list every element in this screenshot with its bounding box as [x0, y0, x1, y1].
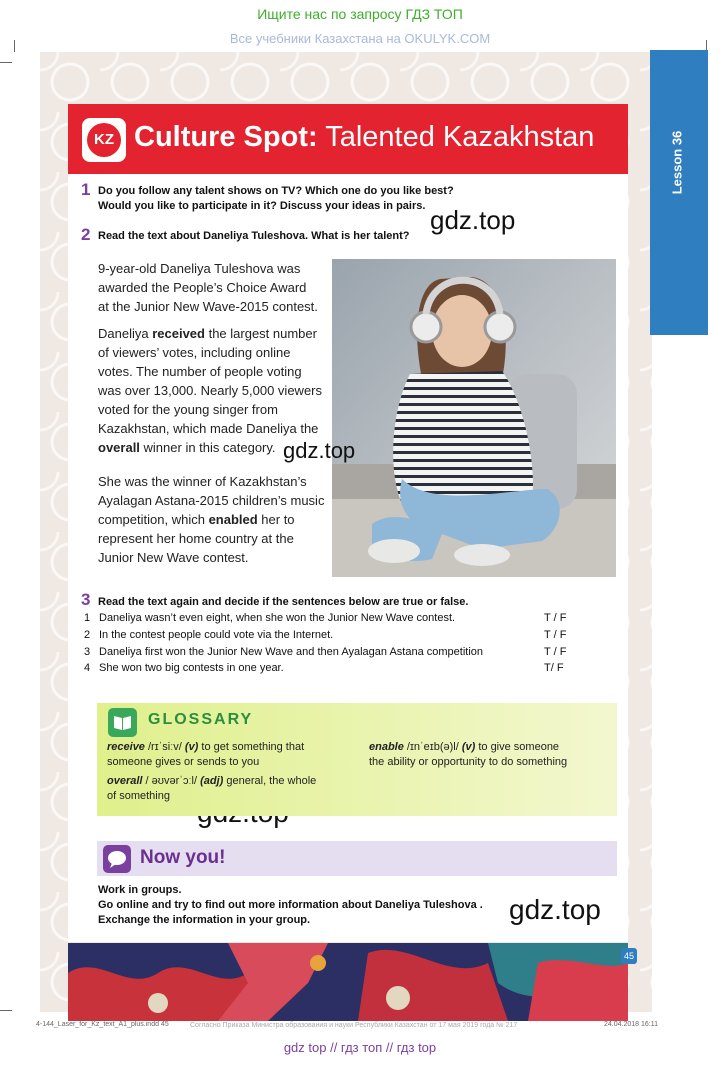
crop-mark: [14, 40, 15, 52]
sentence-4: 4 She won two big contests in one year.: [84, 662, 284, 674]
task-1-line-1: Do you follow any talent shows on TV? Which one do you like best?: [98, 185, 454, 197]
watermark: gdz.top: [430, 205, 516, 235]
approval-note: Согласно Приказа Министра образования и науки Республики Казахстан от 17 мая 2019 года № 217: [190, 1022, 518, 1029]
print-date: 24.04.2018 16:11: [604, 1021, 658, 1028]
glossary-word-received: received: [152, 326, 205, 341]
true-false-option[interactable]: T / F: [544, 612, 567, 624]
task-2-text: Read the text about Daneliya Tuleshova. What is her talent?: [98, 230, 410, 242]
reading-paragraph-2: Daneliya received the largest number of viewers’ votes, including online votes. The number of people voting was over 13,000. Nearly 5,000 viewers voted for the young singer from Kazakhstan, which made Daneliya the overall winner in this category.: [98, 326, 323, 455]
task-1-line-2: Would you like to participate in it? Discuss your ideas in pairs.: [98, 200, 426, 212]
file-info: 4-144_Laser_for_Kz_text_A1_plus.indd 45: [36, 1021, 169, 1028]
task-number: 2: [81, 225, 91, 244]
task-number: 3: [81, 590, 91, 609]
reading-paragraph-1: 9-year-old Daneliya Tuleshova was awarded the People’s Choice Award at the Junior New Wave-2015 contest.: [98, 261, 318, 314]
sentence-1: 1 Daneliya wasn’t even eight, when she won the Junior New Wave contest.: [84, 612, 456, 624]
true-false-option[interactable]: T / F: [544, 629, 567, 641]
now-you-title: Now you!: [140, 847, 226, 868]
now-you-line-3: Exchange the information in your group.: [98, 914, 311, 926]
task-3-text: Read the text again and decide if the sentences below are true or false.: [98, 596, 469, 608]
page-number: 45: [621, 948, 637, 964]
now-you-line-1: Work in groups.: [98, 884, 182, 896]
speech-bubble-icon: [103, 845, 131, 873]
page-title: Culture Spot: Talented Kazakhstan: [134, 121, 595, 153]
girl-with-headphones-photo: [332, 259, 616, 577]
top-search-banner: Ищите нас по запросу ГДЗ ТОП: [257, 6, 463, 22]
now-you-line-2: Go online and try to find out more information about Daneliya Tuleshova .: [98, 899, 483, 911]
glossary-entry-overall: overall / əʊvərˈɔːl/ (adj) general, the whole of something: [107, 775, 317, 802]
glossary-word-overall: overall: [98, 440, 140, 455]
sentence-2: 2 In the contest people could vote via the Internet.: [84, 629, 334, 641]
glossary-title: GLOSSARY: [148, 711, 254, 728]
crop-mark: [0, 1010, 12, 1011]
crop-mark: [0, 62, 12, 63]
glossary-entry-receive: receive /rɪˈsiːv/ (v) to get something that someone gives or sends to you: [107, 741, 305, 768]
task-number: 1: [81, 180, 91, 199]
reading-paragraph-3: She was the winner of Kazakhstan’s Ayalagan Astana-2015 children’s music competition, which enabled her to represent her home country at the Junior New Wave contest.: [98, 474, 325, 565]
watermark: gdz.top: [283, 438, 356, 463]
glossary-entry-enable: enable /ɪnˈeɪb(ə)l/ (v) to give someone the ability or opportunity to do something: [369, 741, 568, 768]
glossary-word-enabled: enabled: [208, 512, 258, 527]
footer-links[interactable]: gdz top // гдз топ // гдз top: [283, 1040, 437, 1055]
true-false-option[interactable]: T/ F: [544, 662, 564, 674]
sentence-3: 3 Daneliya first won the Junior New Wave and then Ayalagan Astana competition: [84, 646, 484, 658]
kz-logo-icon: KZ: [82, 118, 126, 162]
true-false-option[interactable]: T / F: [544, 646, 567, 658]
top-site-banner[interactable]: Все учебники Казахстана на OKULYK.COM: [229, 31, 491, 46]
book-icon: [108, 708, 137, 737]
watermark: gdz.top: [509, 894, 601, 925]
kazakh-carpet-image: [68, 943, 628, 1021]
lesson-label: Lesson 36: [669, 130, 685, 195]
